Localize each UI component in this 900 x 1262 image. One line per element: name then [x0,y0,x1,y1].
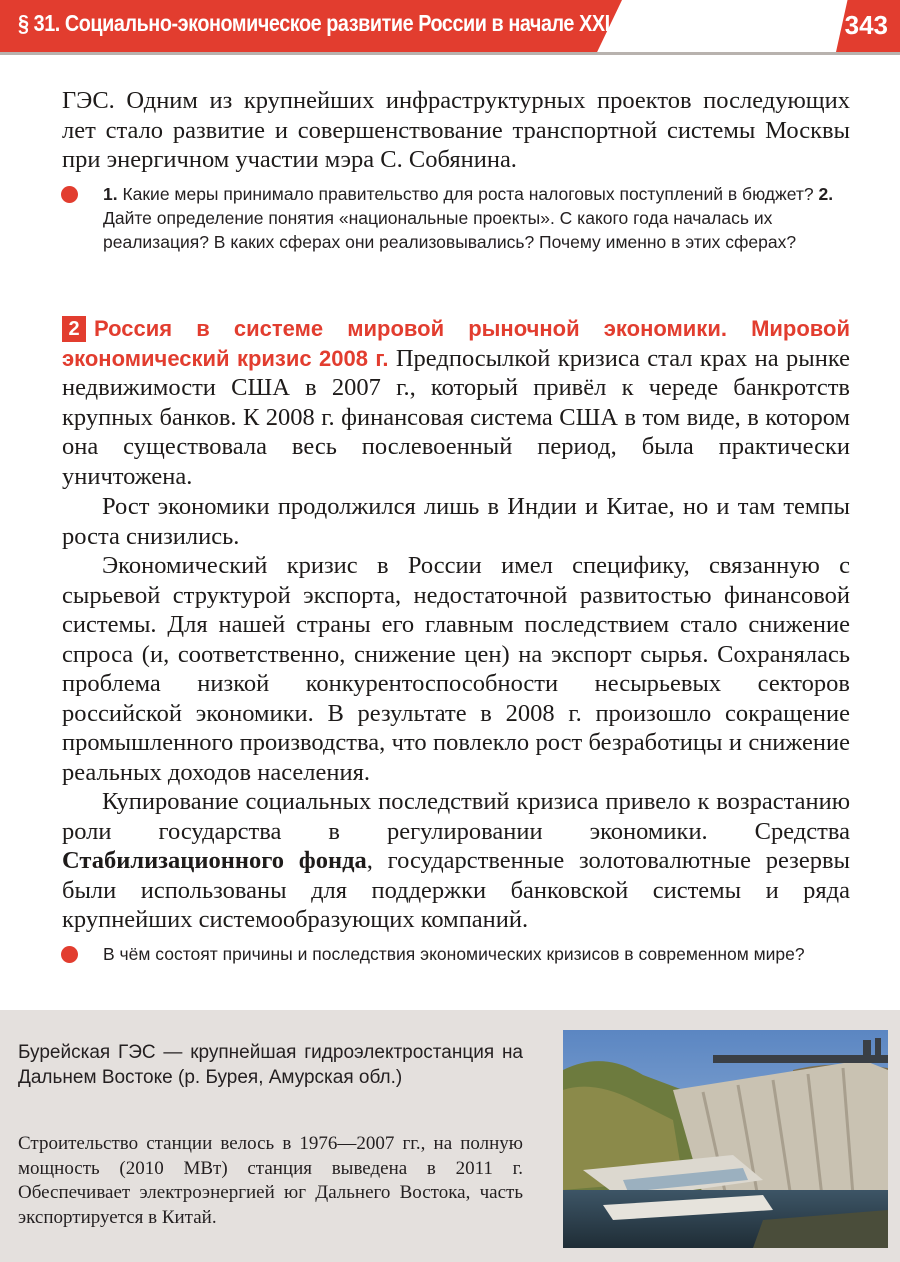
question-text-2: Дайте определение понятия «национальные проекты». С какого года началась их реализация? В каких сферах они реализовывались? Почему именно в этих сферах? [103,208,797,252]
figure-caption-title: Бурейская ГЭС — крупнейшая гидроэлектростанция на Дальнем Востоке (р. Бурея, Амурская обл.) [18,1042,523,1088]
section-lead-text: Предпосылкой кризиса стал крах на рынке недвижимости США в 2007 г., который привёл к череде банкротств крупных банков. К 2008 г. финансовая система США в том виде, в котором она существовала весь послевоенный период, была практически уничтожена. [62,344,851,490]
review-question-2: В чём состоят причины и последствия экономических кризисов в современном мире? [103,944,805,964]
paragraph-stabilization [62,787,850,935]
section-2 [62,314,850,491]
paragraph-stabilization-b: , государственные золотовалютные резервы были использованы для поддержки банковской системы и ряда крупнейших системообразующих компаний. [62,847,850,933]
dam-photo-illustration [563,1030,888,1248]
page-header [0,0,900,58]
paragraph-growth: Рост экономики продолжился лишь в Индии и Китае, но и там темпы роста снизились. [62,493,850,550]
review-questions-1 [103,182,851,254]
bureya-dam-photo [563,1030,888,1248]
section-heading: Россия в системе мировой рыночной экономики. Мировой экономический кризис 2008 г. [62,316,850,371]
paragraph-intro: ГЭС. Одним из крупнейших инфраструктурных проектов последующих лет стало развитие и совершенствование транспортной системы Москвы при энергичном участии мэра С. Собянина. [62,87,850,173]
question-number-1: 1. [103,184,118,204]
question-number-2: 2. [818,184,834,204]
chapter-title: § 31. Социально-экономическое развитие России в начале XXI в. [18,10,632,36]
header-divider [0,52,900,55]
question-bullet-icon [61,186,78,203]
figure-caption-body: Строительство станции велось в 1976—2007 гг., на полную мощность (2010 МВт) станция выведена в 2011 г. Обеспечивает электроэнергией юг Дальнего Востока, часть экспортируется в Китай. [18,1133,523,1228]
paragraph-stabilization-a: Купирование социальных последствий кризиса привело к возрастанию роли государства в регулировании экономики. Средства [62,788,850,845]
section-number-badge: 2 [62,316,86,342]
stabilization-fund-term: Стабилизационного фонда [62,847,367,874]
question-text-1: Какие меры принимало правительство для роста налоговых поступлений в бюджет? [117,184,819,204]
page-number: 343 [844,10,888,40]
paragraph-crisis-russia: Экономический кризис в России имел специфику, связанную с сырьевой структурой экспорта, недостаточной развитостью финансовой системы. Для нашей страны его главным последствием стало снижение спроса (и, соответственно, снижение цен) на экспорт сырья. Сохранялась проблема низкой конкурентоспособности несырьевых секторов российской экономики. В результате в 2008 г. произошло сокращение промышленного производства, что повлекло рост безработицы и снижение реальных доходов населения. [62,552,850,786]
question-bullet-icon-2 [61,946,78,963]
